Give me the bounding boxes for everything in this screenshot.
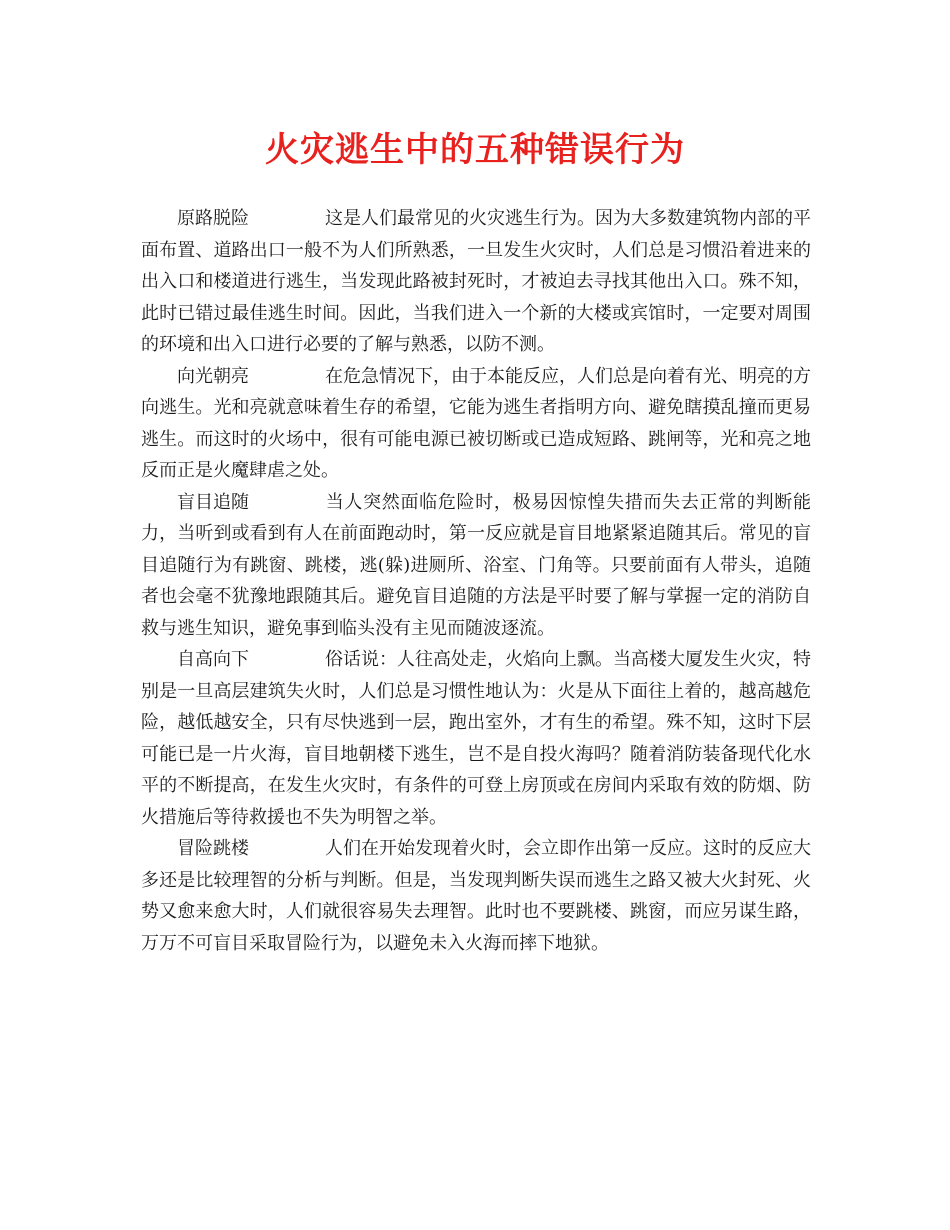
- section-paragraph: [141, 487, 811, 645]
- section-paragraph: [141, 203, 811, 361]
- section-heading: 盲目追随: [177, 491, 249, 513]
- section-body: 人们在开始发现着火时，会立即作出第一反应。这时的反应大多还是比较理智的分析与判断。但是，当发现判断失误而逃生之路又被大火封死、火势又愈来愈大时，人们就很容易失去理智。此时也不要跳楼、跳窗，而应另谋生路，万万不可盲目采取冒险行为，以避免未入火海而摔下地狱。: [141, 838, 811, 954]
- section-heading: 向光朝亮: [177, 365, 249, 387]
- section-body: 这是人们最常见的火灾逃生行为。因为大多数建筑物内部的平面布置、道路出口一般不为人们所熟悉，一旦发生火灾时，人们总是习惯沿着进来的出入口和楼道进行逃生，当发现此路被封死时，才被迫去寻找其他出入口。殊不知，此时已错过最佳逃生时间。因此，当我们进入一个新的大楼或宾馆时，一定要对周围的环境和出入口进行必要的了解与熟悉，以防不测。: [141, 208, 811, 355]
- section-body: 俗话说：人往高处走，火焰向上飘。当高楼大厦发生火灾，特别是一旦高层建筑失火时，人们总是习惯性地认为：火是从下面往上着的，越高越危险，越低越安全，只有尽快逃到一层，跑出室外，才有生的希望。殊不知，这时下层可能已是一片火海，盲目地朝楼下逃生，岂不是自投火海吗？随着消防装备现代化水平的不断提高，在发生火灾时，有条件的可登上房顶或在房间内采取有效的防烟、防火措施后等待救援也不失为明智之举。: [141, 649, 811, 828]
- document-body: [141, 203, 811, 959]
- section-paragraph: [141, 361, 811, 487]
- document-title: 火灾逃生中的五种错误行为: [265, 130, 685, 170]
- section-heading: 冒险跳楼: [177, 838, 249, 859]
- section-paragraph: [141, 644, 811, 833]
- section-body: 当人突然面临危险时，极易因惊惶失措而失去正常的判断能力，当听到或看到有人在前面跑动时，第一反应就是盲目地紧紧追随其后。常见的盲目追随行为有跳窗、跳楼，逃(躲)进厕所、浴室、门角等。只要前面有人带头，追随者也会毫不犹豫地跟随其后。避免盲目追随的方法是平时要了解与掌握一定的消防自救与逃生知识，避免事到临头没有主见而随波逐流。: [141, 491, 811, 639]
- section-heading: 自高向下: [177, 649, 249, 670]
- section-body: 在危急情况下，由于本能反应，人们总是向着有光、明亮的方向逃生。光和亮就意味着生存的希望，它能为逃生者指明方向、避免瞎摸乱撞而更易逃生。而这时的火场中，很有可能电源已被切断或已造成短路、跳闸等，光和亮之地反而正是火魔肆虐之处。: [141, 365, 811, 481]
- section-paragraph: [141, 833, 811, 959]
- section-heading: 原路脱险: [177, 208, 249, 229]
